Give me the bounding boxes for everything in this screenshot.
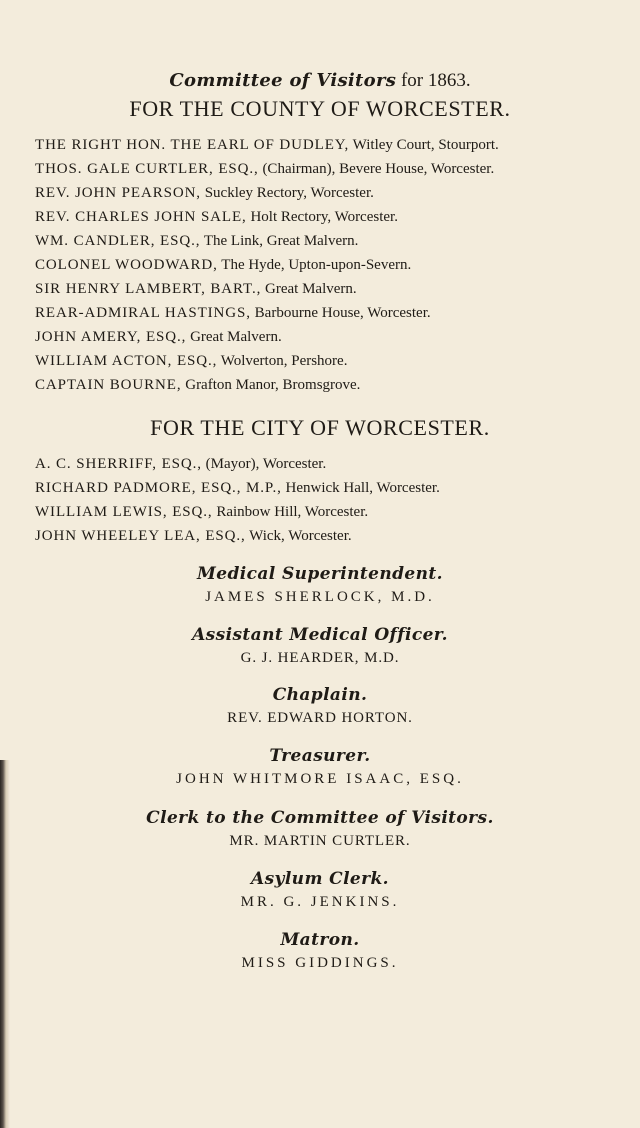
list-item: JOHN AMERY, ESQ., Great Malvern. — [35, 329, 282, 345]
officer-assistant-medical — [0, 623, 640, 669]
officer-title: Chaplain. — [272, 685, 368, 705]
officer-committee-clerk — [0, 806, 640, 852]
list-item: COLONEL WOODWARD, The Hyde, Upton-upon-Severn. — [35, 257, 412, 273]
officer-holder: G. J. HEARDER, M.D. — [240, 650, 400, 666]
list-item: RICHARD PADMORE, ESQ., M.P., Henwick Hall, Worcester. — [35, 480, 440, 496]
city-heading: FOR THE CITY OF WORCESTER. — [150, 415, 490, 440]
list-item: WILLIAM ACTON, ESQ., Wolverton, Pershore. — [35, 353, 348, 369]
officer-title: Medical Superintendent. — [197, 564, 443, 584]
officer-asylum-clerk — [0, 867, 640, 913]
officer-holder: MR. MARTIN CURTLER. — [229, 833, 411, 849]
list-item: SIR HENRY LAMBERT, BART., Great Malvern. — [35, 281, 357, 297]
list-item: JOHN WHEELEY LEA, ESQ., Wick, Worcester. — [35, 528, 352, 544]
officer-title: Asylum Clerk. — [250, 869, 390, 889]
list-item: REAR-ADMIRAL HASTINGS, Barbourne House, Worcester. — [35, 305, 431, 321]
officer-title: Treasurer. — [269, 746, 371, 766]
list-item: A. C. SHERRIFF, ESQ., (Mayor), Worcester. — [35, 456, 327, 472]
list-item: THE RIGHT HON. THE EARL OF DUDLEY, Witley Court, Stourport. — [35, 137, 499, 153]
officer-holder: REV. EDWARD HORTON. — [227, 710, 413, 726]
county-heading: FOR THE COUNTY OF WORCESTER. — [129, 96, 511, 121]
officer-chaplain — [0, 683, 640, 729]
officer-holder: MISS GIDDINGS. — [241, 955, 399, 971]
city-member-list — [35, 452, 635, 548]
list-item: WM. CANDLER, ESQ., The Link, Great Malvern. — [35, 233, 359, 249]
committee-title-blackletter: Committee of Visitors — [169, 70, 397, 91]
officer-medical-superintendent — [0, 562, 640, 608]
officer-title: Assistant Medical Officer. — [192, 625, 448, 645]
list-item: THOS. GALE CURTLER, ESQ., (Chairman), Bevere House, Worcester. — [35, 161, 495, 177]
list-item: CAPTAIN BOURNE, Grafton Manor, Bromsgrove. — [35, 377, 361, 393]
committee-title-year: for 1863. — [396, 70, 471, 91]
officer-holder: MR. G. JENKINS. — [240, 894, 400, 910]
officer-treasurer — [0, 744, 640, 790]
list-item: WILLIAM LEWIS, ESQ., Rainbow Hill, Worcester. — [35, 504, 369, 520]
officer-holder: JOHN WHITMORE ISAAC, ESQ. — [176, 771, 464, 787]
list-item: REV. CHARLES JOHN SALE, Holt Rectory, Worcester. — [35, 209, 398, 225]
officer-holder: JAMES SHERLOCK, M.D. — [205, 589, 435, 605]
committee-title — [0, 70, 640, 92]
county-member-list — [35, 133, 635, 397]
officer-title: Clerk to the Committee of Visitors. — [146, 808, 494, 828]
officer-title: Matron. — [280, 930, 360, 950]
officer-matron — [0, 928, 640, 974]
list-item: REV. JOHN PEARSON, Suckley Rectory, Worcester. — [35, 185, 374, 201]
